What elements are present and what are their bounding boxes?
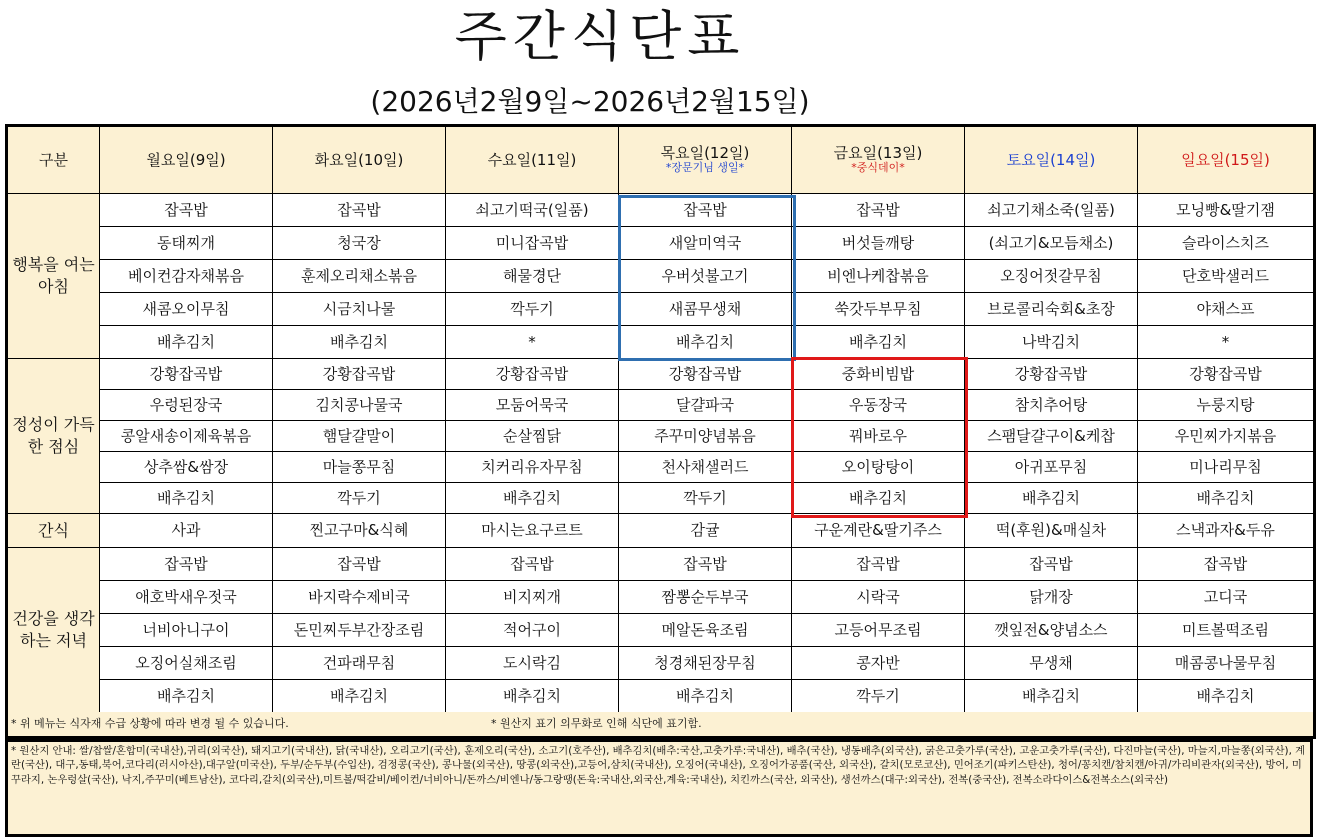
dinner-menu-item: 고디국 — [1138, 581, 1315, 614]
dinner-menu-item: 고등어무조림 — [792, 614, 965, 647]
lunch-row — [7, 421, 1315, 452]
breakfast-menu-item: 해물경단 — [446, 260, 619, 293]
dinner-menu-item: 닭개장 — [965, 581, 1138, 614]
lunch-menu-item: 강황잡곡밥 — [1138, 359, 1315, 390]
breakfast-menu-item: 비엔나케찹볶음 — [792, 260, 965, 293]
lunch-menu-item: 깍두기 — [619, 483, 792, 514]
breakfast-menu-item: 훈제오리채소볶음 — [273, 260, 446, 293]
breakfast-row — [7, 326, 1315, 359]
dinner-menu-item: 청경채된장무침 — [619, 647, 792, 680]
menu-change-note: * 위 메뉴는 식자재 수급 상황에 따라 변경 될 수 있습니다. — [11, 717, 289, 730]
dinner-menu-item: 비지찌개 — [446, 581, 619, 614]
dinner-menu-item: 잡곡밥 — [619, 548, 792, 581]
breakfast-row — [7, 260, 1315, 293]
breakfast-menu-item: 야채스프 — [1138, 293, 1315, 326]
lunch-menu-item: 누룽지탕 — [1138, 390, 1315, 421]
dinner-menu-item: 깻잎전&양념소스 — [965, 614, 1138, 647]
breakfast-menu-item: 새콤오이무침 — [100, 293, 273, 326]
breakfast-menu-item: 새콤무생채 — [619, 293, 792, 326]
lunch-menu-item: 스팸달걀구이&케찹 — [965, 421, 1138, 452]
header-day: 목요일(12일) *장문기님 생일* — [619, 126, 792, 194]
lunch-menu-item: 순살찜닭 — [446, 421, 619, 452]
snack-menu-item: 마시는요구르트 — [446, 514, 619, 548]
lunch-menu-item: 김치콩나물국 — [273, 390, 446, 421]
snack-menu-item: 사과 — [100, 514, 273, 548]
breakfast-row — [7, 227, 1315, 260]
dinner-menu-item: 도시락김 — [446, 647, 619, 680]
lunch-menu-item: 강황잡곡밥 — [619, 359, 792, 390]
lunch-menu-item: 오이탕탕이 — [792, 452, 965, 483]
breakfast-menu-item: 새알미역국 — [619, 227, 792, 260]
lunch-menu-item: 강황잡곡밥 — [965, 359, 1138, 390]
breakfast-menu-item: 우버섯불고기 — [619, 260, 792, 293]
lunch-menu-item: 주꾸미양념볶음 — [619, 421, 792, 452]
lunch-label: 정성이 가득한 점심 — [7, 359, 100, 514]
lunch-menu-item: 중화비빔밥 — [792, 359, 965, 390]
breakfast-menu-item: 베이컨감자채볶음 — [100, 260, 273, 293]
lunch-menu-item: 치커리유자무침 — [446, 452, 619, 483]
lunch-row — [7, 452, 1315, 483]
header-day: 수요일(11일) — [446, 126, 619, 194]
dinner-row — [7, 680, 1315, 714]
weekly-menu-table-wrapper — [5, 124, 1313, 715]
lunch-menu-item: 강황잡곡밥 — [446, 359, 619, 390]
dinner-row — [7, 647, 1315, 680]
breakfast-menu-item: (쇠고기&모듬채소) — [965, 227, 1138, 260]
lunch-menu-item: 참치추어탕 — [965, 390, 1138, 421]
lunch-menu-item: 상추쌈&쌈장 — [100, 452, 273, 483]
snack-label: 간식 — [7, 514, 100, 548]
lunch-menu-item: 배추김치 — [965, 483, 1138, 514]
dinner-menu-item: 깍두기 — [792, 680, 965, 714]
lunch-menu-item: 배추김치 — [1138, 483, 1315, 514]
breakfast-menu-item: 쇠고기채소죽(일품) — [965, 194, 1138, 227]
lunch-menu-item: 천사채샐러드 — [619, 452, 792, 483]
dinner-menu-item: 돈민찌두부간장조림 — [273, 614, 446, 647]
weekly-menu-table — [5, 124, 1316, 715]
dinner-menu-item: 메알돈육조림 — [619, 614, 792, 647]
header-day-sunday: 일요일(15일) — [1138, 126, 1315, 194]
dinner-menu-item: 콩자반 — [792, 647, 965, 680]
breakfast-menu-item: 청국장 — [273, 227, 446, 260]
dinner-menu-item: 건파래무침 — [273, 647, 446, 680]
dinner-menu-item: 배추김치 — [100, 680, 273, 714]
snack-row — [7, 514, 1315, 548]
dinner-menu-item: 잡곡밥 — [273, 548, 446, 581]
lunch-row — [7, 359, 1315, 390]
dinner-row — [7, 548, 1315, 581]
breakfast-menu-item: 시금치나물 — [273, 293, 446, 326]
page-title: 주간식단표 — [454, 5, 746, 68]
breakfast-row — [7, 194, 1315, 227]
header-day: 화요일(10일) — [273, 126, 446, 194]
header-day: 금요일(13일) *중식데이* — [792, 126, 965, 194]
lunch-menu-item: 배추김치 — [446, 483, 619, 514]
breakfast-menu-item: 미니잡곡밥 — [446, 227, 619, 260]
lunch-menu-item: 미나리무침 — [1138, 452, 1315, 483]
breakfast-menu-item: 깍두기 — [446, 293, 619, 326]
snack-menu-item: 구운계란&딸기주스 — [792, 514, 965, 548]
breakfast-menu-item: 잡곡밥 — [792, 194, 965, 227]
dinner-menu-item: 짬뽕순두부국 — [619, 581, 792, 614]
lunch-menu-item: 강황잡곡밥 — [100, 359, 273, 390]
snack-menu-item: 스낵과자&두유 — [1138, 514, 1315, 548]
breakfast-row — [7, 293, 1315, 326]
breakfast-menu-item: 모닝빵&딸기잼 — [1138, 194, 1315, 227]
breakfast-menu-item: 오징어젓갈무침 — [965, 260, 1138, 293]
lunch-row — [7, 483, 1315, 514]
dinner-menu-item: 적어구이 — [446, 614, 619, 647]
lunch-menu-item: 아귀포무침 — [965, 452, 1138, 483]
breakfast-menu-item: 슬라이스치즈 — [1138, 227, 1315, 260]
breakfast-menu-item: 배추김치 — [792, 326, 965, 359]
dinner-menu-item: 잡곡밥 — [100, 548, 273, 581]
dinner-menu-item: 잡곡밥 — [1138, 548, 1315, 581]
breakfast-menu-item: 잡곡밥 — [100, 194, 273, 227]
dinner-menu-item: 잡곡밥 — [446, 548, 619, 581]
dinner-menu-item: 너비아니구이 — [100, 614, 273, 647]
breakfast-menu-item: 버섯들깨탕 — [792, 227, 965, 260]
lunch-menu-item: 꿔바로우 — [792, 421, 965, 452]
dinner-menu-item: 미트볼떡조림 — [1138, 614, 1315, 647]
lunch-menu-item: 햄달걀말이 — [273, 421, 446, 452]
lunch-menu-item: 강황잡곡밥 — [273, 359, 446, 390]
dinner-menu-item: 매콤콩나물무침 — [1138, 647, 1315, 680]
breakfast-label: 행복을 여는 아침 — [7, 194, 100, 359]
snack-menu-item: 떡(후원)&매실차 — [965, 514, 1138, 548]
breakfast-menu-item: 배추김치 — [100, 326, 273, 359]
breakfast-menu-item: 쑥갓두부무침 — [792, 293, 965, 326]
dinner-menu-item: 시락국 — [792, 581, 965, 614]
chinese-day-note: *중식데이* — [851, 161, 905, 174]
dinner-menu-item: 배추김치 — [965, 680, 1138, 714]
lunch-menu-item: 우렁된장국 — [100, 390, 273, 421]
header-row — [7, 126, 1315, 194]
header-day: 월요일(9일) — [100, 126, 273, 194]
breakfast-menu-item: 브로콜리숙회&초장 — [965, 293, 1138, 326]
dinner-menu-item: 배추김치 — [273, 680, 446, 714]
breakfast-menu-item: 잡곡밥 — [273, 194, 446, 227]
dinner-row — [7, 581, 1315, 614]
dinner-menu-item: 오징어실채조림 — [100, 647, 273, 680]
dinner-menu-item: 잡곡밥 — [792, 548, 965, 581]
lunch-menu-item: 우동장국 — [792, 390, 965, 421]
dinner-label: 건강을 생각하는 저녁 — [7, 548, 100, 714]
dinner-menu-item: 배추김치 — [446, 680, 619, 714]
breakfast-menu-item: 잡곡밥 — [619, 194, 792, 227]
lunch-menu-item: 배추김치 — [100, 483, 273, 514]
snack-menu-item: 감귤 — [619, 514, 792, 548]
lunch-menu-item: 달걀파국 — [619, 390, 792, 421]
breakfast-menu-item: * — [446, 326, 619, 359]
dinner-menu-item: 애호박새우젓국 — [100, 581, 273, 614]
snack-menu-item: 찐고구마&식혜 — [273, 514, 446, 548]
breakfast-menu-item: * — [1138, 326, 1315, 359]
breakfast-menu-item: 동태찌개 — [100, 227, 273, 260]
breakfast-menu-item: 단호박샐러드 — [1138, 260, 1315, 293]
dinner-menu-item: 잡곡밥 — [965, 548, 1138, 581]
header-day-saturday: 토요일(14일) — [965, 126, 1138, 194]
header-category: 구분 — [7, 126, 100, 194]
origin-info: * 원산지 안내: 쌀/찹쌀/혼합미(국내산),귀리(외국산), 돼지고기(국내산), 닭(국내산), 오리고기(국산), 훈제오리(국산), 소고기(호주산), 배추김치(배추:국산,고춧가루:국내산), 배추(국산), 냉동배추(외국산), 굵은고춧가루(국산), 고운고춧가루(국산), 다진마늘(국산), 마늘지,마늘쫑(외국산), 계란(국산), 대구,동태,북어,코다리(러시아산),대구알(미국산), 두부/순두부(수입산), 검정콩(국산), 콩나물(외국산), 땅콩(외국산),고등어,삼치(국내산), 오징어(국내산), 오징어가공품(국산, 외국산), 갈치(모로코산), 민어조기(파키스탄산), 청어/꽁치캔/참치캔/아귀/가리비관자(외국산), 방어, 미꾸라지, 논우렁살(국산), 낙지,주꾸미(베트남산), 코다리,갈치(외국산),미트볼/떡갈비/베이컨/너비아니/돈까스/비엔나/동그랑땡(돈육:국내산,외국산,계육:국내산), 치킨까스(국산, 외국산), 생선까스(대구:외국산), 전복(중국산), 전복소라다이스&전복소스(외국산) — [5, 739, 1313, 837]
lunch-menu-item: 모둠어묵국 — [446, 390, 619, 421]
menu-period: (2026년2월9일~2026년2월15일) — [370, 85, 810, 118]
breakfast-menu-item: 나박김치 — [965, 326, 1138, 359]
breakfast-menu-item: 배추김치 — [619, 326, 792, 359]
notice-bar — [5, 712, 1316, 739]
lunch-menu-item: 깍두기 — [273, 483, 446, 514]
dinner-menu-item: 무생채 — [965, 647, 1138, 680]
lunch-menu-item: 우민찌가지볶음 — [1138, 421, 1315, 452]
origin-label-note: * 원산지 표기 의무화로 인해 식단에 표기함. — [491, 717, 702, 730]
breakfast-menu-item: 배추김치 — [273, 326, 446, 359]
lunch-menu-item: 배추김치 — [792, 483, 965, 514]
lunch-menu-item: 마늘쫑무침 — [273, 452, 446, 483]
dinner-row — [7, 614, 1315, 647]
dinner-menu-item: 바지락수제비국 — [273, 581, 446, 614]
lunch-row — [7, 390, 1315, 421]
dinner-menu-item: 배추김치 — [619, 680, 792, 714]
birthday-note: *장문기님 생일* — [665, 161, 745, 174]
dinner-menu-item: 배추김치 — [1138, 680, 1315, 714]
breakfast-menu-item: 쇠고기떡국(일품) — [446, 194, 619, 227]
lunch-menu-item: 콩알새송이제육볶음 — [100, 421, 273, 452]
